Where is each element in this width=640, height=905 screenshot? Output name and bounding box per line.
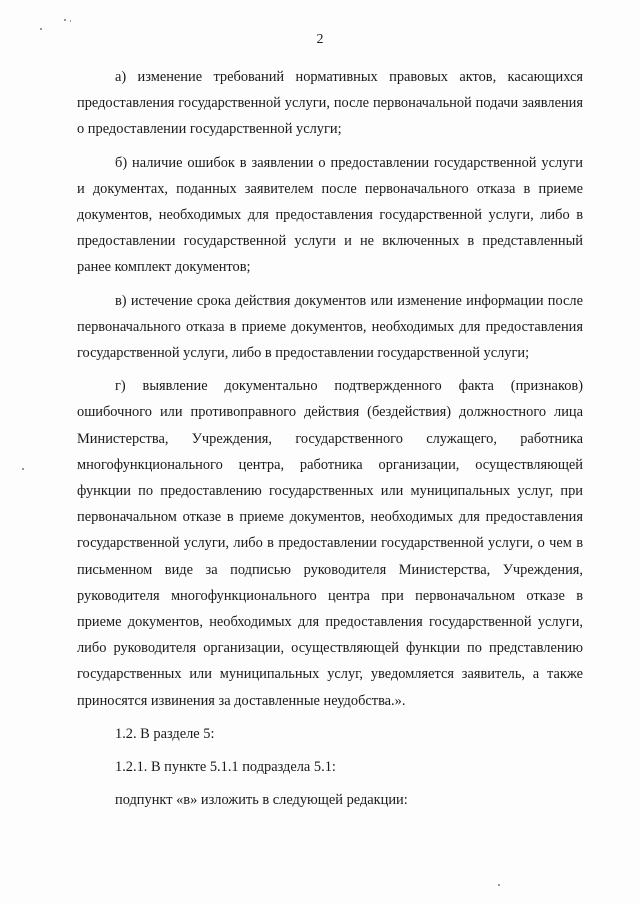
scan-speck [498,884,500,886]
page-number: 2 [316,32,324,47]
document-body [77,64,583,813]
paragraph-g: г) выявление документально подтвержденного факта (признаков) ошибочного или противоправного действия (бездействия) должностного лица Министерства, Учреждения, государственного служащего, работника многофункционального центра, работника организации, осуществляющей функции по предоставлению государственных или муниципальных услуг, при первоначальном отказе в приеме документов, необходимых для предоставления государственной услуги, либо в предоставлении государственной услуги, о чем в письменном виде за подписью руководителя Министерства, Учреждения, руководителя многофункционального центра при первоначальном отказе в приеме документов, необходимых для предоставления государственной услуги, либо руководителя организации, осуществляющей функции по представлению государственных или муниципальных услуг, уведомляется заявитель, а также приносятся извинения за доставленные неудобства.». [77,378,583,709]
scan-speck [64,19,66,21]
paragraph-a: а) изменение требований нормативных правовых актов, касающихся предоставления государственной услуги, после первоначальной подачи заявления о предоставлении государственной услуги; [77,69,583,138]
scan-speck [70,20,71,22]
paragraph-v: в) истечение срока действия документов или изменение информации после первоначального отказа в приеме документов, необходимых для предоставления государственной услуги, либо в предоставлении государственной услуги; [77,292,583,362]
scan-speck [40,28,42,30]
paragraph-b: б) наличие ошибок в заявлении о предоставлении государственной услуги и документах, поданных заявителем после первоначального отказа в приеме документов, необходимых для предоставления государственной услуги, либо в предоставлении государственной услуги и не включенных в представленный ранее комплект документов; [77,154,583,276]
scan-speck [22,468,24,470]
subclause-v-instruction: подпункт «в» изложить в следующей редакции: [115,792,408,809]
section-1-2-heading: 1.2. В разделе 5: [115,725,215,742]
clause-1-2-1: 1.2.1. В пункте 5.1.1 подраздела 5.1: [115,759,336,776]
